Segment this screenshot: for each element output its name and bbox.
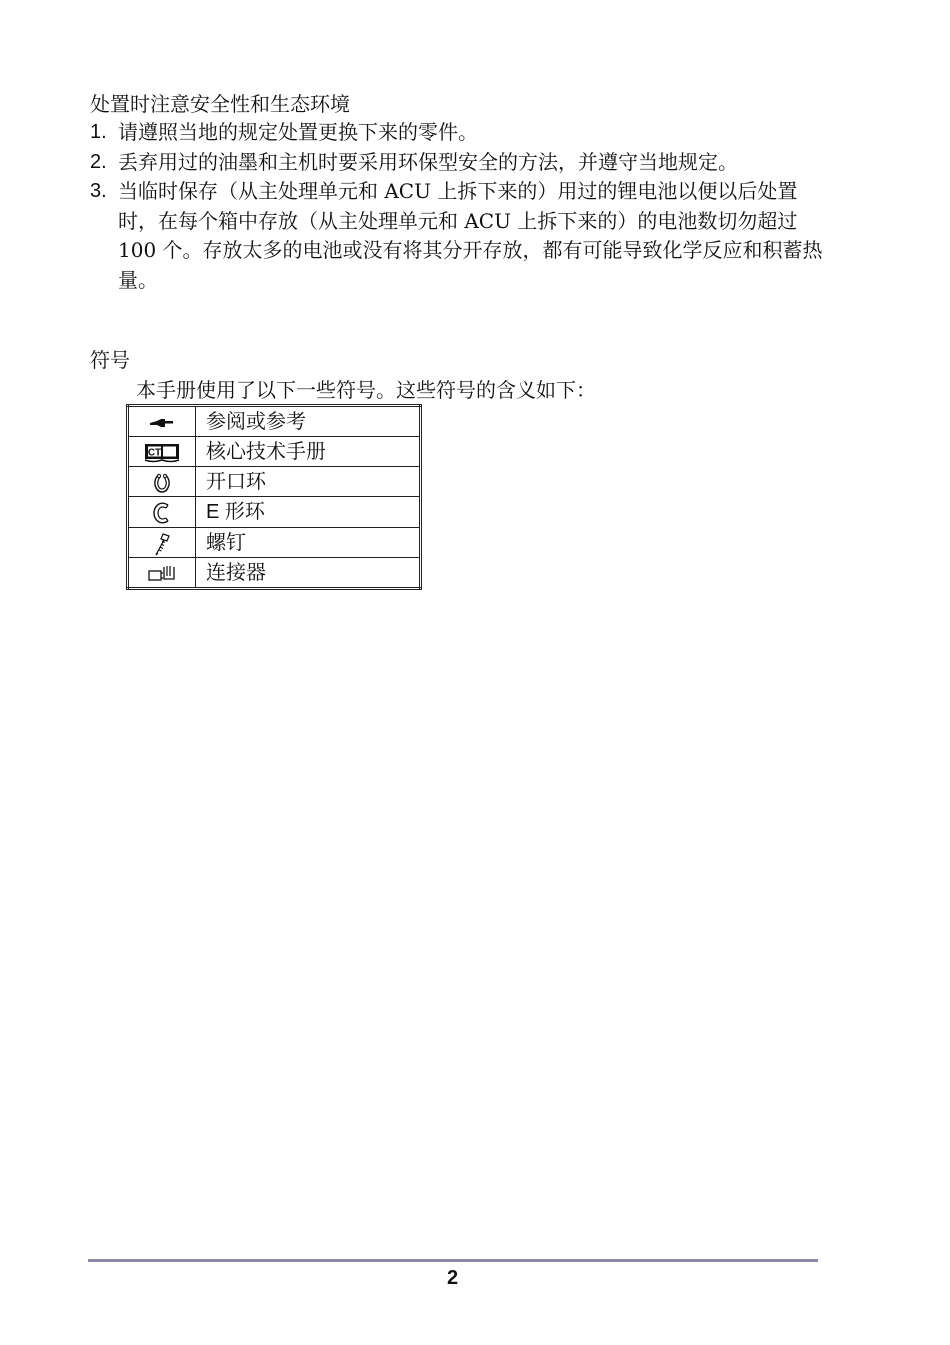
- disposal-section-title: 处置时注意安全性和生态环境: [90, 92, 350, 116]
- table-row: [128, 528, 421, 558]
- symbol-label: 核心技术手册: [196, 437, 421, 467]
- screw-icon: [152, 532, 172, 556]
- list-item-number: 2.: [90, 150, 107, 173]
- footer-divider: [88, 1259, 818, 1262]
- list-item-text: 请遵照当地的规定处置更换下来的零件。: [118, 120, 478, 144]
- symbol-label-text: E 形环: [206, 501, 265, 523]
- list-item-number: 3.: [90, 180, 107, 202]
- e-ring-icon: [151, 501, 173, 525]
- connector-icon: [148, 564, 176, 584]
- symbol-icon-cell: [128, 528, 196, 558]
- list-item-text: 丢弃用过的油墨和主机时要采用环保型安全的方法，并遵守当地规定。: [118, 149, 738, 174]
- table-row: [128, 558, 421, 589]
- symbol-icon-cell: [128, 406, 196, 437]
- list-item-number: 1.: [90, 121, 107, 143]
- table-row: [128, 467, 421, 497]
- symbol-label: 参阅或参考: [196, 406, 421, 437]
- symbol-icon-cell: [128, 437, 196, 467]
- list-item: [90, 118, 830, 148]
- symbol-icon-cell: [128, 467, 196, 497]
- symbol-label: [196, 497, 421, 528]
- symbol-label: 螺钉: [196, 528, 421, 558]
- disposal-list: [90, 118, 830, 295]
- symbol-label: 开口环: [196, 467, 421, 497]
- core-technical-manual-icon: [144, 443, 180, 463]
- snap-ring-icon: [151, 472, 173, 494]
- table-row: [128, 497, 421, 528]
- list-item: [90, 148, 830, 178]
- symbols-table: [126, 404, 422, 590]
- pointing-hand-icon: [149, 416, 175, 430]
- symbol-icon-cell: [128, 497, 196, 528]
- table-row: [128, 437, 421, 467]
- symbols-section-title: 符号: [90, 348, 130, 372]
- symbol-icon-cell: [128, 558, 196, 589]
- list-item: [90, 177, 830, 295]
- symbol-label: 连接器: [196, 558, 421, 589]
- page-number: 2: [446, 1267, 459, 1289]
- ct-icon-letter-c: CT: [147, 447, 162, 458]
- table-row: [128, 406, 421, 437]
- list-item-text: 当临时保存（从主处理单元和 ACU 上拆下来的）用过的锂电池以便以后处置时，在每个箱中存放（从主处理单元和 ACU 上拆下来的）的电池数切勿超过 100 个。存放太多的电池或没有将其分开存放，都有可能导致化学反应和积蓄热量。: [118, 179, 823, 292]
- symbols-intro: 本手册使用了以下一些符号。这些符号的含义如下：: [136, 378, 596, 402]
